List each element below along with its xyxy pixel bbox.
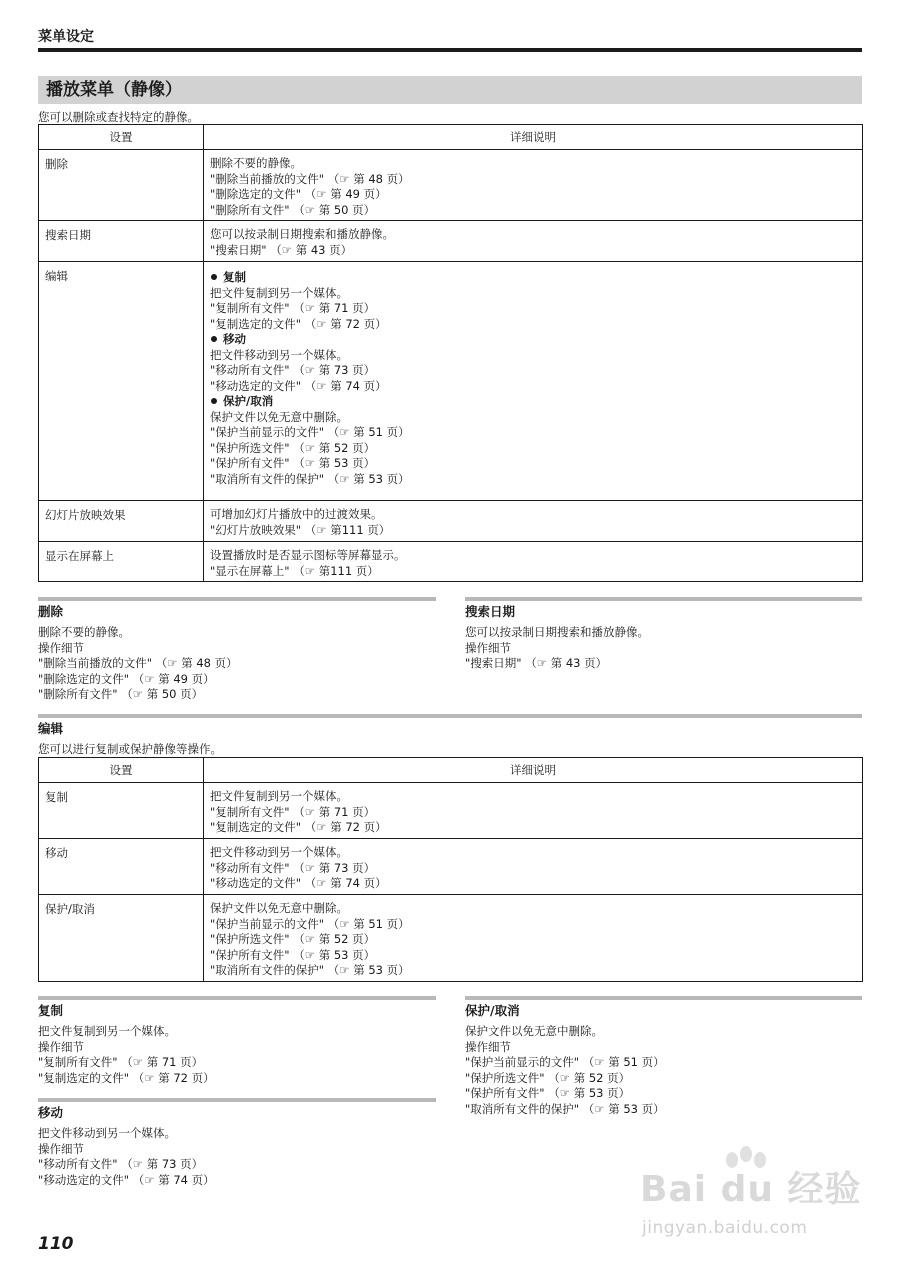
body-line: 把文件移动到另一个媒体。	[38, 1126, 176, 1140]
copy-section-body	[38, 1024, 215, 1086]
body-line: "保护所有文件" （☞ 第 53 页）	[465, 1086, 631, 1100]
body-line: "删除选定的文件" （☞ 第 49 页）	[38, 671, 215, 686]
col-header-detail: 详细说明	[204, 125, 863, 150]
detail-line: 把文件移动到另一个媒体。	[210, 845, 348, 859]
bullet-dot-icon	[211, 398, 217, 404]
edit-settings-table	[38, 757, 863, 982]
setting-cell: 移动	[39, 839, 204, 895]
table-row	[39, 839, 863, 895]
body-line: 把文件复制到另一个媒体。	[38, 1024, 176, 1038]
body-line: 您可以按录制日期搜索和播放静像。	[465, 625, 649, 639]
detail-line: "复制所有文件" （☞ 第 71 页）	[210, 804, 376, 819]
detail-line: 保护文件以免无意中删除。	[210, 409, 348, 424]
section-header: 菜单设定	[38, 29, 94, 45]
bullet-heading: 复制	[210, 270, 856, 286]
detail-cell	[204, 501, 863, 542]
table-row	[39, 783, 863, 839]
copy-section-rule	[38, 996, 436, 1000]
protect-section-body	[465, 1024, 665, 1117]
body-line: "保护所选文件" （☞ 第 52 页）	[465, 1070, 631, 1085]
move-section-body	[38, 1126, 215, 1188]
setting-cell: 编辑	[39, 262, 204, 501]
detail-line: 保护文件以免无意中删除。	[210, 901, 348, 915]
copy-section-title: 复制	[38, 1003, 64, 1018]
detail-line: "删除选定的文件" （☞ 第 49 页）	[210, 187, 387, 201]
detail-line: 把文件移动到另一个媒体。	[210, 347, 348, 362]
table-row	[39, 150, 863, 221]
body-line: 操作细节	[38, 640, 84, 655]
main-settings-table	[38, 124, 863, 582]
table-row	[39, 542, 863, 582]
page-title: 播放菜单（静像）	[38, 76, 862, 104]
setting-cell: 复制	[39, 783, 204, 839]
baidu-watermark	[640, 1152, 870, 1252]
detail-line: "保护所选文件" （☞ 第 52 页）	[210, 932, 376, 946]
detail-line: 可增加幻灯片播放中的过渡效果。	[210, 507, 383, 521]
setting-cell: 保护/取消	[39, 895, 204, 982]
watermark-main: Bai du 经验	[640, 1169, 862, 1210]
detail-line: "删除所有文件" （☞ 第 50 页）	[210, 202, 376, 217]
search-section-title: 搜索日期	[465, 604, 516, 619]
page-number: 110	[38, 1234, 74, 1254]
delete-section-title: 删除	[38, 604, 64, 619]
detail-line: "移动选定的文件" （☞ 第 74 页）	[210, 378, 387, 393]
body-line: "移动选定的文件" （☞ 第 74 页）	[38, 1172, 215, 1187]
detail-cell	[204, 783, 863, 839]
detail-line: 删除不要的静像。	[210, 156, 302, 170]
detail-line: "显示在屏幕上" （☞ 第111 页）	[210, 563, 379, 578]
body-line: 操作细节	[38, 1039, 84, 1054]
body-line: 操作细节	[38, 1141, 84, 1156]
body-line: "搜索日期" （☞ 第 43 页）	[465, 656, 608, 670]
detail-line: "取消所有文件的保护" （☞ 第 53 页）	[210, 471, 410, 486]
detail-line: "幻灯片放映效果" （☞ 第111 页）	[210, 522, 391, 537]
detail-line: "移动所有文件" （☞ 第 73 页）	[210, 860, 376, 875]
bullet-heading: 移动	[210, 332, 856, 348]
body-line: "移动所有文件" （☞ 第 73 页）	[38, 1157, 204, 1171]
detail-line: "移动选定的文件" （☞ 第 74 页）	[210, 876, 387, 890]
table-row	[39, 895, 863, 982]
body-line: 操作细节	[465, 1039, 511, 1054]
detail-line: 设置播放时是否显示图标等屏幕显示。	[210, 548, 406, 562]
protect-section-rule	[465, 996, 862, 1000]
setting-cell: 显示在屏幕上	[39, 542, 204, 582]
body-line: "保护当前显示的文件" （☞ 第 51 页）	[465, 1055, 665, 1069]
delete-section-body	[38, 625, 238, 703]
detail-line: "保护所有文件" （☞ 第 53 页）	[210, 456, 376, 470]
col-header-setting: 设置	[39, 125, 204, 150]
body-line: "复制选定的文件" （☞ 第 72 页）	[38, 1070, 215, 1085]
detail-line: "保护所选文件" （☞ 第 52 页）	[210, 440, 376, 455]
body-line: "取消所有文件的保护" （☞ 第 53 页）	[465, 1101, 665, 1116]
header-rule	[38, 48, 862, 52]
detail-line: "移动所有文件" （☞ 第 73 页）	[210, 363, 376, 377]
detail-line: 您可以按录制日期搜索和播放静像。	[210, 227, 394, 241]
detail-line: 把文件复制到另一个媒体。	[210, 285, 348, 300]
detail-line: "保护当前显示的文件" （☞ 第 51 页）	[210, 916, 410, 931]
edit-section-rule	[38, 714, 862, 718]
table-row	[39, 501, 863, 542]
body-line: 保护文件以免无意中删除。	[465, 1024, 603, 1038]
col-header-detail: 详细说明	[204, 758, 863, 783]
table-row	[39, 262, 863, 501]
setting-cell: 幻灯片放映效果	[39, 501, 204, 542]
detail-line: "复制选定的文件" （☞ 第 72 页）	[210, 316, 387, 331]
bullet-dot-icon	[211, 274, 217, 280]
detail-line: "取消所有文件的保护" （☞ 第 53 页）	[210, 963, 410, 977]
bullet-dot-icon	[211, 336, 217, 342]
detail-cell	[204, 262, 863, 501]
bullet-heading: 保护/取消	[210, 394, 856, 410]
detail-line: "保护当前显示的文件" （☞ 第 51 页）	[210, 425, 410, 439]
detail-line: "搜索日期" （☞ 第 43 页）	[210, 242, 353, 257]
protect-section-title: 保护/取消	[465, 1003, 520, 1018]
watermark-url: jingyan.baidu.com	[642, 1218, 808, 1238]
edit-section-intro: 您可以进行复制或保护静像等操作。	[38, 742, 222, 756]
search-section-body	[465, 625, 649, 672]
detail-cell	[204, 839, 863, 895]
delete-section-rule	[38, 597, 436, 601]
detail-line: "复制选定的文件" （☞ 第 72 页）	[210, 820, 387, 834]
table-row	[39, 221, 863, 262]
detail-cell	[204, 542, 863, 582]
edit-section-title: 编辑	[38, 721, 64, 736]
move-section-rule	[38, 1098, 436, 1102]
detail-line: "删除当前播放的文件" （☞ 第 48 页）	[210, 171, 410, 186]
body-line: "复制所有文件" （☞ 第 71 页）	[38, 1055, 204, 1069]
col-header-setting: 设置	[39, 758, 204, 783]
search-section-rule	[465, 597, 862, 601]
body-line: "删除当前播放的文件" （☞ 第 48 页）	[38, 656, 238, 670]
detail-line: "复制所有文件" （☞ 第 71 页）	[210, 301, 376, 315]
detail-line: "保护所有文件" （☞ 第 53 页）	[210, 947, 376, 962]
intro-text: 您可以删除或查找特定的静像。	[38, 110, 199, 124]
detail-cell	[204, 895, 863, 982]
detail-line: 把文件复制到另一个媒体。	[210, 789, 348, 803]
move-section-title: 移动	[38, 1105, 64, 1120]
detail-cell	[204, 221, 863, 262]
setting-cell: 删除	[39, 150, 204, 221]
body-line: "删除所有文件" （☞ 第 50 页）	[38, 687, 204, 701]
body-line: 操作细节	[465, 640, 511, 655]
detail-cell	[204, 150, 863, 221]
body-line: 删除不要的静像。	[38, 625, 130, 639]
setting-cell: 搜索日期	[39, 221, 204, 262]
